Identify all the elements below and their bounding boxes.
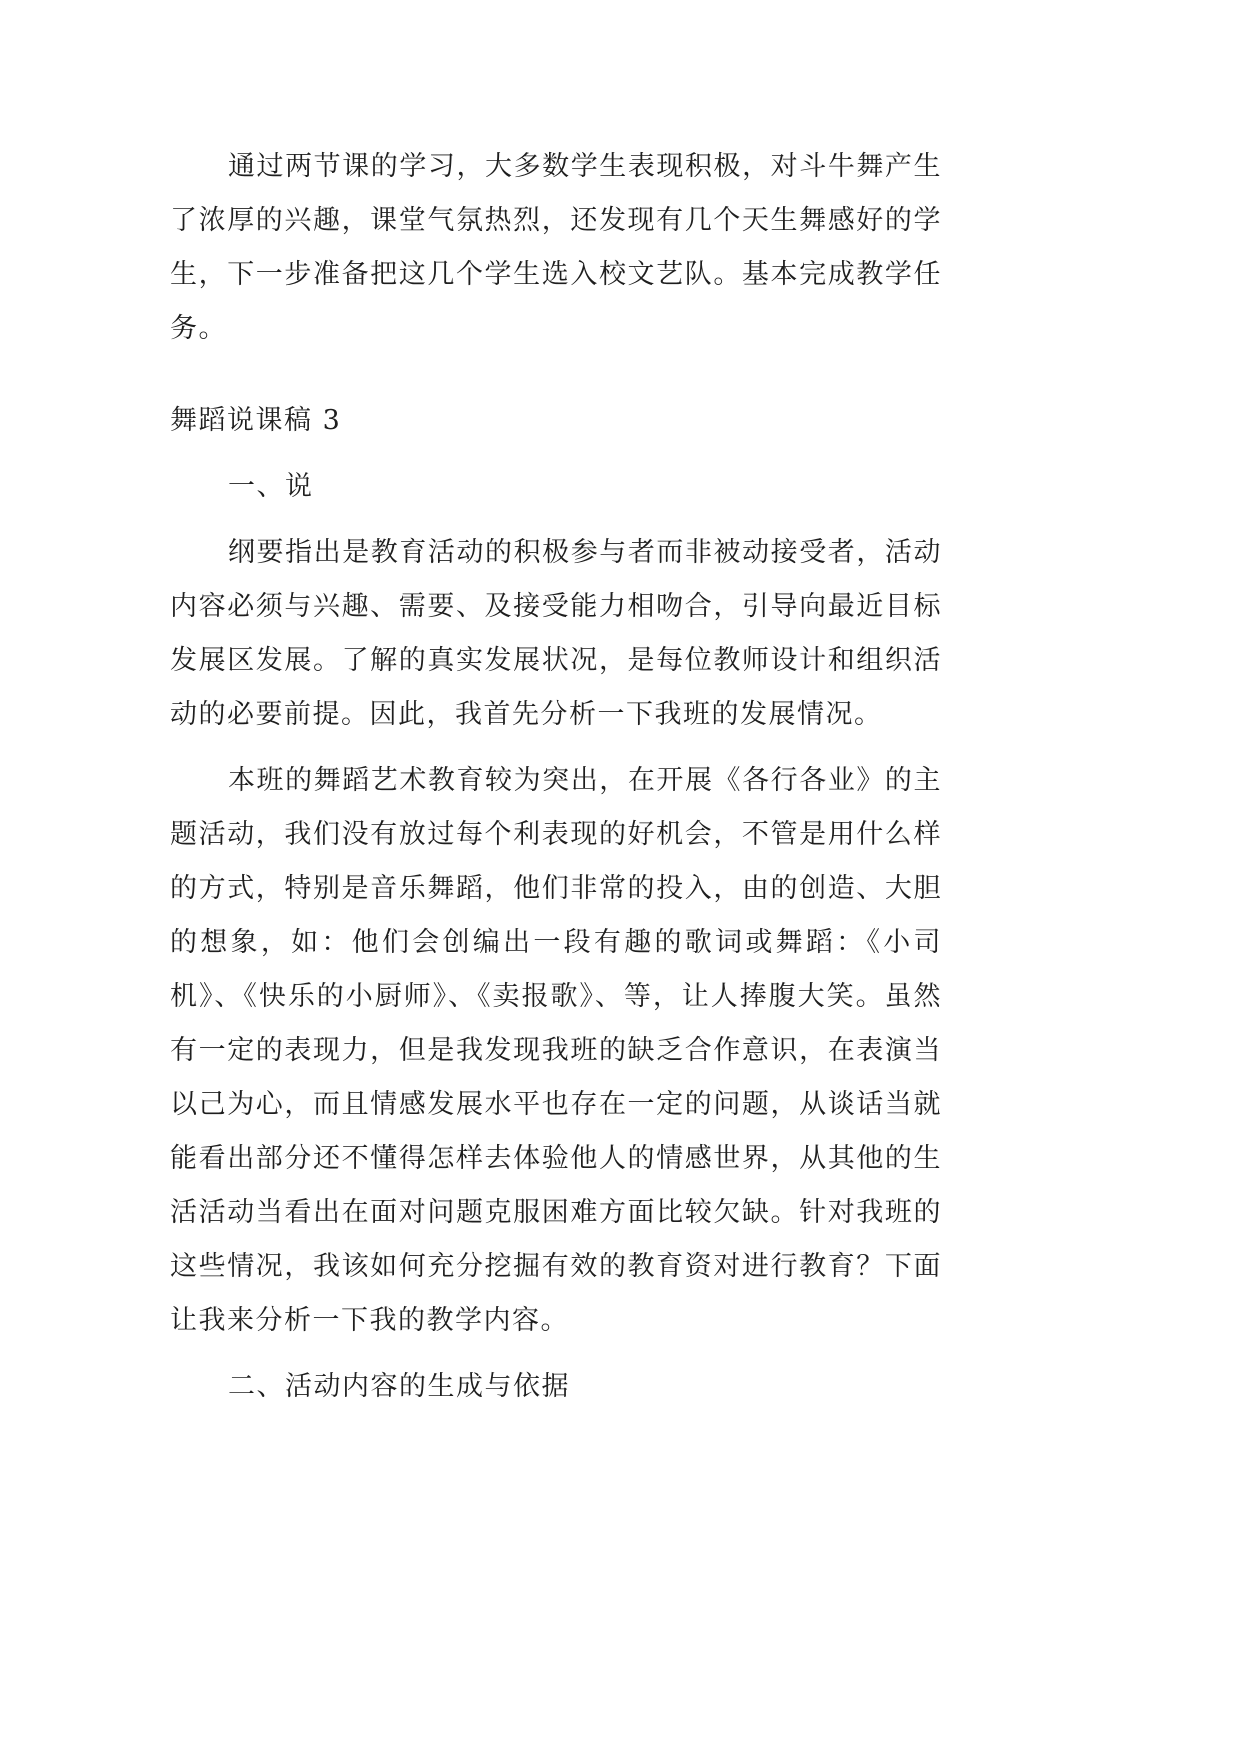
document-body (170, 140, 942, 1414)
paragraph-spacer (170, 742, 942, 754)
section-spacer (170, 356, 942, 394)
paragraph-2: 本班的舞蹈艺术教育较为突出，在开展《各行各业》的主题活动，我们没有放过每个利表现的好机会，不管是用什么样的方式，特别是音乐舞蹈，他们非常的投入，由的创造、大胆的想象，如：他们会创编出一段有趣的歌词或舞蹈：《小司机》、《快乐的小厨师》、《卖报歌》、等，让人捧腹大笑。虽然有一定的表现力，但是我发现我班的缺乏合作意识，在表演当以己为心，而且情感发展水平也存在一定的问题，从谈话当就能看出部分还不懂得怎样去体验他人的情感世界，从其他的生活活动当看出在面对问题克服困难方面比较欠缺。针对我班的这些情况，我该如何充分挖掘有效的教育资对进行教育？下面让我来分析一下我的教学内容。 (170, 765, 942, 1336)
paragraph-intro: 通过两节课的学习，大多数学生表现积极，对斗牛舞产生了浓厚的兴趣，课堂气氛热烈，还发现有几个天生舞感好的学生，下一步准备把这几个学生选入校文艺队。基本完成教学任务。 (170, 151, 942, 344)
subheading-spacer (170, 514, 942, 526)
section-title: 舞蹈说课稿 3 (170, 405, 342, 436)
subheading-1: 一、说 (228, 471, 314, 502)
subheading-2: 二、活动内容的生成与依据 (228, 1371, 570, 1402)
paragraph-spacer-2 (170, 1348, 942, 1360)
paragraph-1: 纲要指出是教育活动的积极参与者而非被动接受者，活动内容必须与兴趣、需要、及接受能力相吻合，引导向最近目标发展区发展。了解的真实发展状况，是每位教师设计和组织活动的必要前提。因此，我首先分析一下我班的发展情况。 (170, 537, 942, 730)
title-spacer (170, 448, 942, 460)
